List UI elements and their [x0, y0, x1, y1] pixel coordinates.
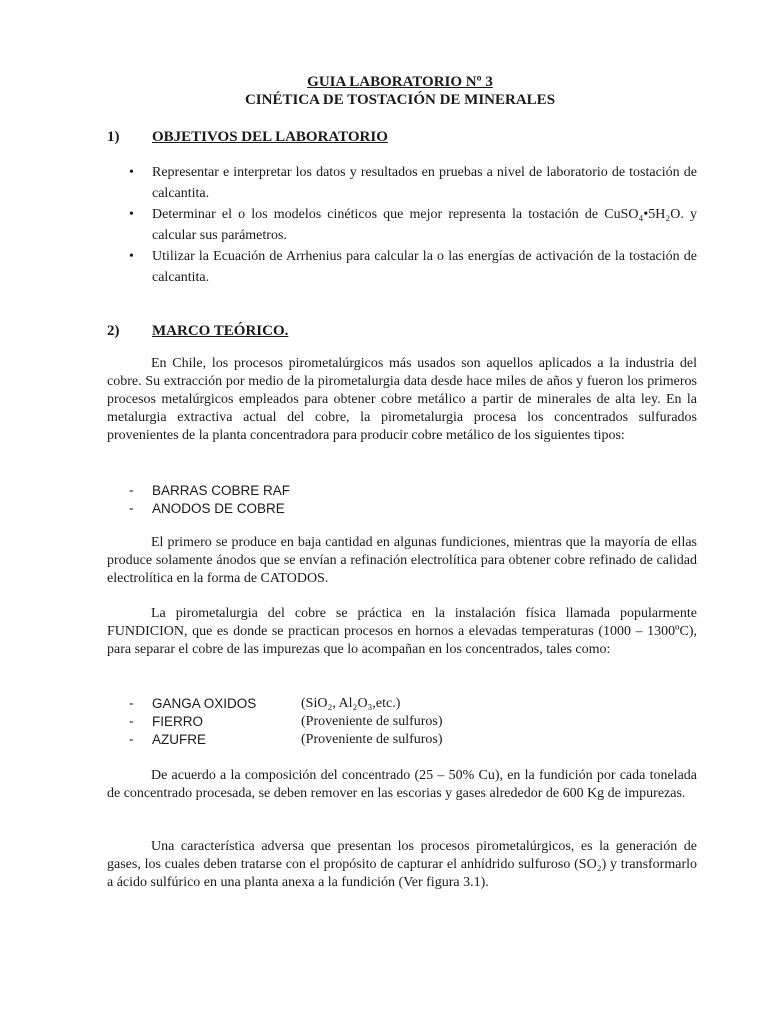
document-title-line1: GUIA LABORATORIO Nº 3: [307, 74, 493, 90]
paragraph-1: En Chile, los procesos pirometalúrgicos más usados son aquellos aplicados a la industria del cobre. Su extracción por medio de la pirometalurgia data desde hace miles de años y fueron los primeros procesos metalúrgicos empleados para obtener cobre metálico a partir de minerales de alta ley. En la metalurgia extractiva actual del cobre, la pirometalurgia procesa los concentrados sulfurados provenientes de la planta concentradora para producir cobre metálico de los siguientes tipos:: [107, 356, 697, 443]
impurities-list: [107, 695, 697, 749]
paragraph-4: De acuerdo a la composición del concentrado (25 – 50% Cu), en la fundición por cada tonelada de concentrado procesada, se deben remover en las escorias y gases alrededor de 600 Kg de impurezas.: [107, 768, 697, 801]
list-item: • Utilizar la Ecuación de Arrhenius para calcular la o las energías de activación de la tostación de calcantita.: [152, 246, 697, 288]
document-title-line2: CINÉTICA DE TOSTACIÓN DE MINERALES: [244, 92, 556, 108]
paragraph-5: Una característica adversa que presentan los procesos pirometalúrgicos, es la generación de gases, los cuales deben tratarse con el propósito de capturar el anhídrido sulfuroso (SO₂) y transformarlo a ácido sulfúrico en una planta anexa a la fundición (Ver figura 3.1).: [107, 839, 697, 890]
list-item: • Determinar el o los modelos cinéticos que mejor representa la tostación de CuSO₄•5H₂O. y calcular sus parámetros.: [152, 204, 697, 246]
list-item: • Representar e interpretar los datos y resultados en pruebas a nivel de laboratorio de tostación de calcantita.: [152, 162, 697, 204]
paragraph-2: El primero se produce en baja cantidad en algunas fundiciones, mientras que la mayoría de ellas produce solamente ánodos que se envían a refinación electrolítica para obtener cobre refinado de calidad electrolítica en la forma de CATODOS.: [107, 535, 697, 586]
objectives-list: [129, 162, 697, 288]
bullet-icon: •: [129, 207, 134, 222]
section2-number: 2): [107, 323, 120, 339]
section2-title: MARCO TEÓRICO.: [152, 323, 289, 339]
copper-types-list: [107, 482, 697, 518]
paragraph-3: La pirometalurgia del cobre se práctica en la instalación física llamada popularmente FUNDICION, que es donde se practican procesos en hornos a elevadas temperaturas (1000 – 1300ºC), para separar el cobre de las impurezas que lo acompañan en los concentrados, tales como:: [107, 606, 697, 657]
section1-title: OBJETIVOS DEL LABORATORIO: [152, 129, 388, 145]
bullet-icon: •: [129, 165, 134, 180]
list-item: - AZUFRE (Proveniente de sulfuros): [129, 732, 443, 747]
list-item: - ANODOS DE COBRE: [129, 501, 285, 516]
list-item: - GANGA OXIDOS (SiO₂, Al₂O₃,etc.): [129, 696, 401, 711]
section1-number: 1): [107, 129, 120, 145]
bullet-icon: •: [129, 249, 134, 264]
list-item: - BARRAS COBRE RAF: [129, 483, 291, 498]
list-item: - FIERRO (Proveniente de sulfuros): [129, 714, 443, 729]
